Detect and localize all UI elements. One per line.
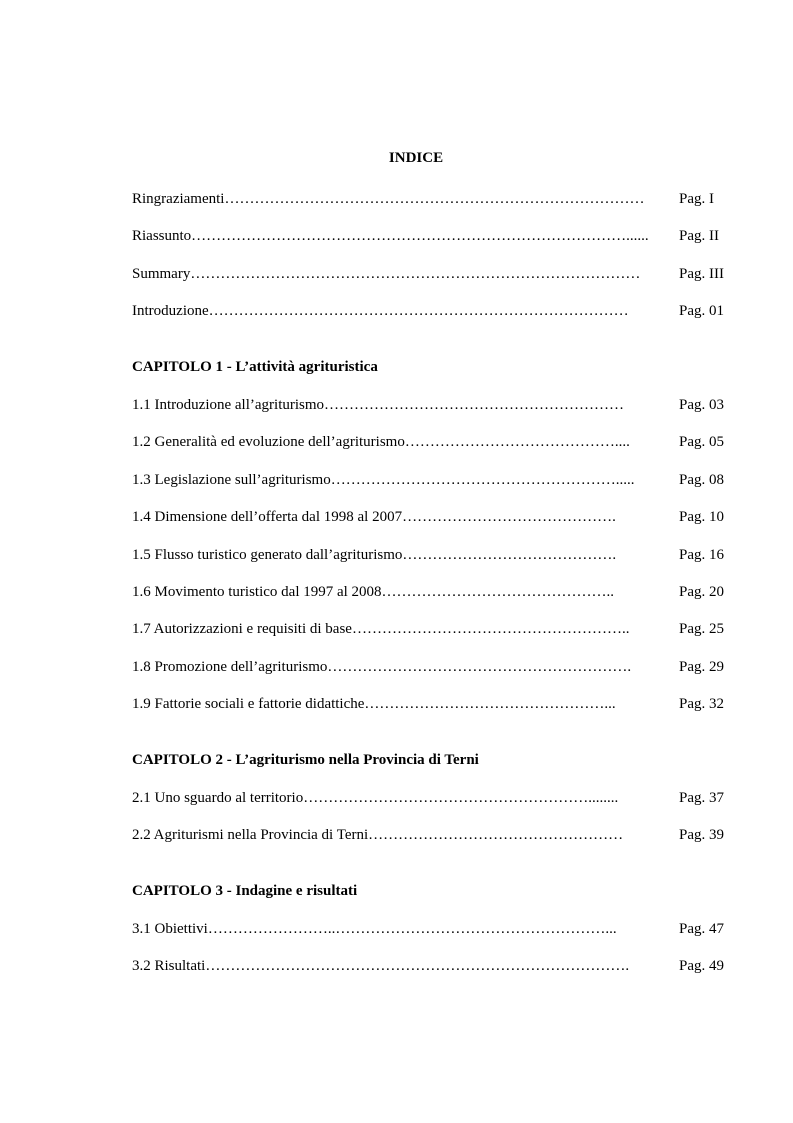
toc-entry-ringraziamenti[interactable] bbox=[132, 189, 714, 209]
page-title: INDICE bbox=[388, 150, 444, 166]
chapter-2-heading: CAPITOLO 2 - L’agriturismo nella Provincia di Terni bbox=[132, 752, 479, 768]
toc-entry-text: 1.4 Dimensione dell’offerta dal 1998 al 2007……………………………………. bbox=[132, 509, 616, 525]
toc-entry-text: Summary……………………………………………………………………………… bbox=[132, 266, 641, 282]
toc-entry-page: Pag. 10 bbox=[679, 509, 724, 525]
toc-entry-text: 1.8 Promozione dell’agriturismo……………………………………………………. bbox=[132, 659, 632, 675]
toc-entry-page: Pag. 01 bbox=[679, 303, 724, 319]
toc-entry-1-3[interactable] bbox=[132, 470, 724, 490]
toc-entry-1-8[interactable] bbox=[132, 657, 724, 677]
toc-entry-text: 1.6 Movimento turistico dal 1997 al 2008……………………………………….. bbox=[132, 584, 615, 600]
toc-entry-page: Pag. 32 bbox=[679, 696, 724, 712]
toc-entry-1-4[interactable] bbox=[132, 507, 724, 527]
chapter-3-heading: CAPITOLO 3 - Indagine e risultati bbox=[132, 883, 358, 899]
toc-entry-text: 1.5 Flusso turistico generato dall’agriturismo……………………………………. bbox=[132, 547, 617, 563]
toc-entry-page: Pag. 47 bbox=[679, 921, 724, 937]
toc-entry-text: 2.1 Uno sguardo al territorio…………………………………………………........ bbox=[132, 790, 619, 806]
toc-entry-1-5[interactable] bbox=[132, 545, 724, 565]
toc-entry-1-7[interactable] bbox=[132, 619, 724, 639]
toc-entry-text: 3.1 Obiettivi……………………..………………………………………………... bbox=[132, 921, 617, 937]
toc-entry-text: 1.3 Legislazione sull’agriturismo…………………………………………………..... bbox=[132, 472, 635, 488]
toc-entry-1-2[interactable] bbox=[132, 432, 724, 452]
toc-entry-page: Pag. 39 bbox=[679, 827, 724, 843]
toc-entry-2-1[interactable] bbox=[132, 788, 724, 808]
toc-entry-page: Pag. 20 bbox=[679, 584, 724, 600]
toc-entry-text: Introduzione………………………………………………………………………… bbox=[132, 303, 629, 319]
toc-entry-riassunto[interactable] bbox=[132, 226, 719, 246]
toc-entry-text: 1.7 Autorizzazioni e requisiti di base……………………………………………….. bbox=[132, 621, 630, 637]
toc-entry-1-6[interactable] bbox=[132, 582, 724, 602]
toc-entry-introduzione[interactable] bbox=[132, 301, 724, 321]
toc-entry-3-1[interactable] bbox=[132, 919, 724, 939]
toc-entry-text: 3.2 Risultati…………………………………………………………………………. bbox=[132, 958, 630, 974]
toc-entry-summary[interactable] bbox=[132, 264, 724, 284]
toc-entry-2-2[interactable] bbox=[132, 825, 724, 845]
toc-entry-text: 1.1 Introduzione all’agriturismo…………………………………………………… bbox=[132, 397, 625, 413]
toc-entry-page: Pag. 16 bbox=[679, 547, 724, 563]
toc-entry-page: Pag. 05 bbox=[679, 434, 724, 450]
toc-entry-1-9[interactable] bbox=[132, 694, 724, 714]
toc-entry-page: Pag. 37 bbox=[679, 790, 724, 806]
toc-entry-text: Riassunto……………………………………………………………………………...... bbox=[132, 228, 649, 244]
toc-entry-1-1[interactable] bbox=[132, 395, 724, 415]
toc-entry-page: Pag. 25 bbox=[679, 621, 724, 637]
toc-entry-text: 1.2 Generalità ed evoluzione dell’agriturismo…………………………………….... bbox=[132, 434, 630, 450]
toc-entry-text: 1.9 Fattorie sociali e fattorie didattiche…………………………………………... bbox=[132, 696, 616, 712]
toc-entry-page: Pag. 29 bbox=[679, 659, 724, 675]
toc-entry-page: Pag. 49 bbox=[679, 958, 724, 974]
toc-entry-page: Pag. 08 bbox=[679, 472, 724, 488]
toc-entry-3-2[interactable] bbox=[132, 956, 724, 976]
toc-entry-text: Ringraziamenti………………………………………………………………………… bbox=[132, 191, 645, 207]
toc-entry-page: Pag. I bbox=[679, 191, 714, 207]
toc-entry-text: 2.2 Agriturismi nella Provincia di Terni…………………………………………… bbox=[132, 827, 624, 843]
toc-entry-page: Pag. II bbox=[679, 228, 719, 244]
toc-entry-page: Pag. III bbox=[679, 266, 724, 282]
toc-entry-page: Pag. 03 bbox=[679, 397, 724, 413]
chapter-1-heading: CAPITOLO 1 - L’attività agrituristica bbox=[132, 359, 378, 375]
